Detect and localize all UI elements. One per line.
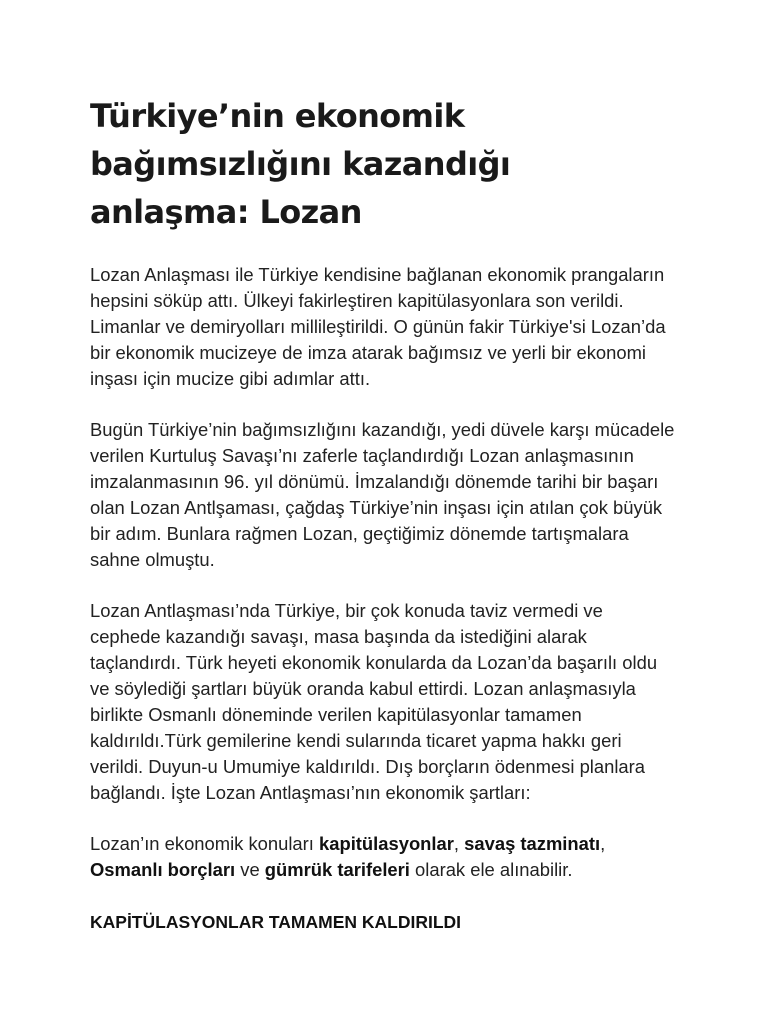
paragraph-intro: Lozan Anlaşması ile Türkiye kendisine bağlanan ekonomik prangaların hepsini söküp attı. Ülkeyi fakirleştiren kapitülasyonlara son verildi. Limanlar ve demiryolları millileştirildi. O günün fakir Türkiye'si Lozan’da bir ekonomik mucizeye de imza atarak bağımsız ve yerli bir ekonomi inşası için mucize gibi adımlar attı. — [90, 264, 666, 389]
paragraph-economic-topics — [90, 831, 678, 883]
topics-separator: ve — [235, 859, 265, 880]
article-title: Türkiye’nin ekonomik bağımsızlığını kazandığı anlaşma: Lozan — [90, 97, 511, 231]
topic-customs-tariffs: gümrük tarifeleri — [264, 859, 410, 880]
topic-ottoman-debts: Osmanlı borçları — [90, 859, 236, 880]
section-subheading: KAPİTÜLASYONLAR TAMAMEN KALDIRILDI — [90, 912, 462, 932]
topics-outro-text: olarak ele alınabilir. — [409, 859, 573, 880]
topics-separator: , — [453, 833, 465, 854]
topic-capitulations: kapitülasyonlar — [319, 833, 454, 854]
paragraph-treaty-terms: Lozan Antlaşması’nda Türkiye, bir çok konuda taviz vermedi ve cephede kazandığı savaşı, masa başında da istediğini alarak taçlandırdı. Türk heyeti ekonomik konularda da Lozan’da başarılı oldu ve söylediği şartları büyük oranda kabul ettirdi. Lozan anlaşmasıyla birlikte Osmanlı döneminde verilen kapitülasyonlar tamamen kaldırıldı.Türk gemilerine kendi sularında ticaret yapma hakkı geri verildi. Duyun-u Umumiye kaldırıldı. Dış borçların ödenmesi planlara bağlandı. İşte Lozan Antlaşması’nın ekonomik şartları: — [90, 600, 658, 803]
paragraph-anniversary: Bugün Türkiye’nin bağımsızlığını kazandığı, yedi düvele karşı mücadele verilen Kurtuluş Savaşı’nı zaferle taçlandırdığı Lozan anlaşmasının imzalanmasının 96. yıl dönümü. İmzalandığı dönemde tarihi bir başarı olan Lozan Antlşaması, çağdaş Türkiye’nin inşası için atılan çok büyük bir adım. Bunlara rağmen Lozan, geçtiğimiz dönemde tartışmalara sahne olmuştu. — [90, 419, 675, 570]
topics-intro-text: Lozan’ın ekonomik konuları — [90, 833, 319, 854]
topic-war-reparations: savaş tazminatı — [464, 833, 601, 854]
topics-separator: , — [600, 833, 606, 854]
